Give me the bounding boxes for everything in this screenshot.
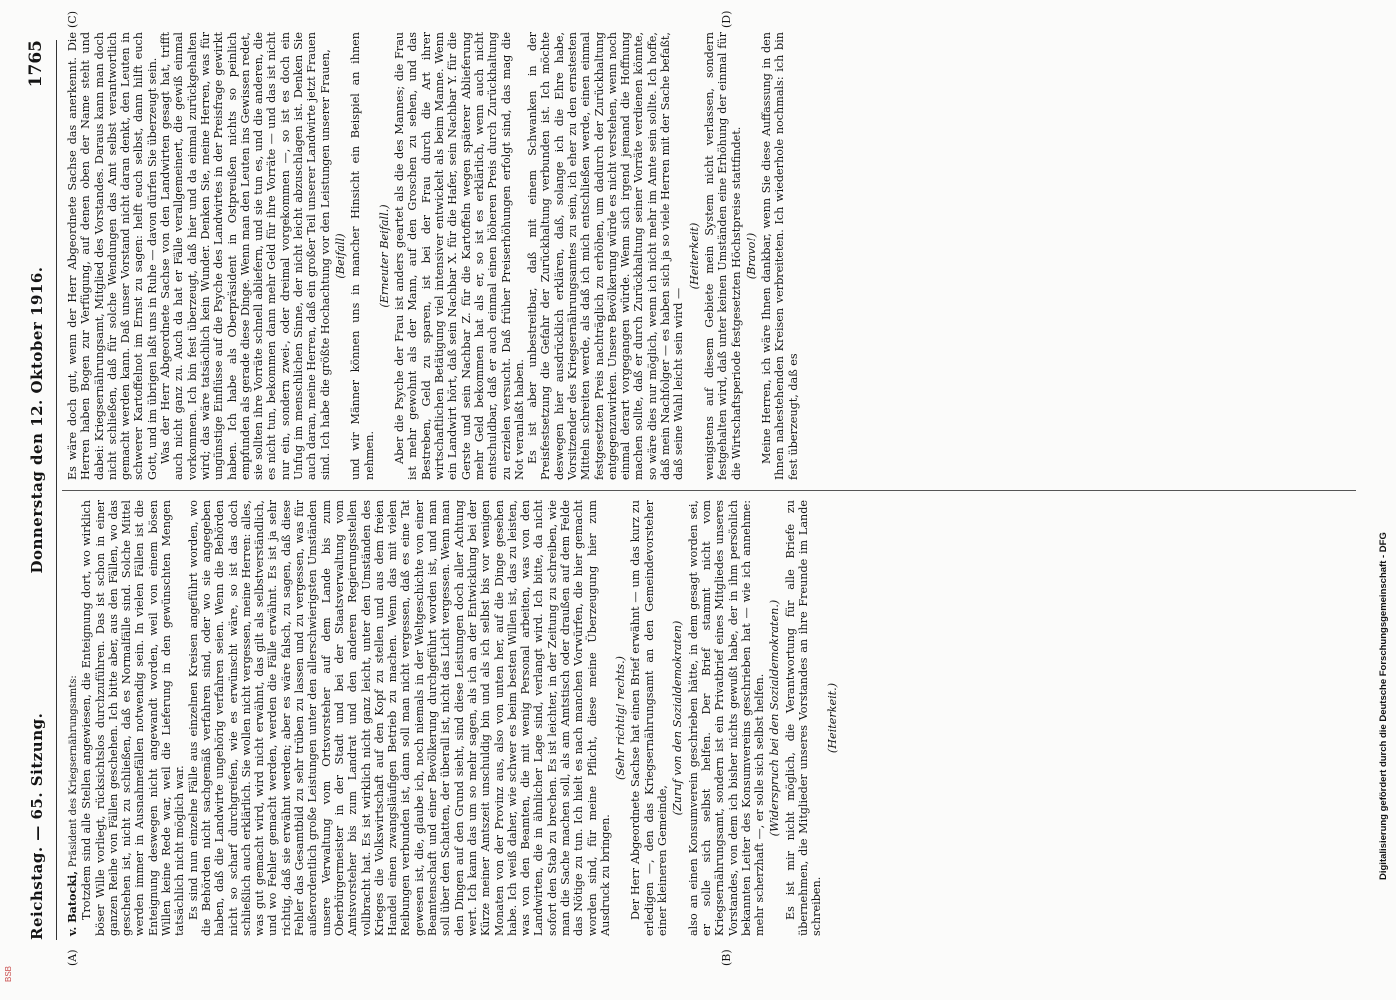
paragraph: Es ist mir nicht möglich, die Verantwortung für alle Briefe zu übernehmen, die Mitglieder unseres Vorstandes an ihre Freunde im Lande schreiben. (783, 500, 824, 936)
header-rule (56, 40, 57, 940)
page-header (24, 40, 52, 940)
interjection: (Beifall) (333, 233, 347, 279)
header-date: Donnerstag den 12. Oktober 1916. (28, 266, 46, 574)
left-column (66, 500, 1358, 936)
paragraph: also an einen Konsumverein geschrieben hätte, in dem gesagt worden sei, er solle sich selbst helfen. Der Brief stammt nicht vom Kriegsernährungsamt, sondern ist ein Privatbrief eines Mitgliedes unseres Vorstandes, von dem ich bisher nichts gewußt habe, der in ihm persönlich bekannten Leiter des Konsumvereins geschrieben hat — wie ich annehme: mehr scherzhaft —, er solle sich selbst helfen. (686, 500, 767, 936)
interjection: (Bravo!) (744, 232, 758, 280)
paragraph: Aber die Psyche der Frau ist anders geartet als die des Mannes; die Frau ist mehr gewohnt als der Mann, auf den Groschen zu sehen, und das Bestreben, Geld zu sparen, ist bei der Frau durch die Art ihrer wirtschaftlichen Betätigung viel intensiver entwickelt als beim Manne. Wenn ein Landwirt hört, daß sein Nachbar X. für die Hafer, sein Nachbar Y. für die Gerste und sein Nachbar Z. für die Kartoffeln wegen späterer Ablieferung mehr Geld bekommen hat als er, so ist es erklärlich, wenn auch nicht entschuldbar, daß er auch einmal einen höheren Preis durch Zurückhaltung zu erzielen versucht. Daß früher Preiserhöhungen erfolgt sind, das mag die Not veranlaßt haben. (393, 32, 526, 480)
right-column (66, 32, 1358, 480)
funding-note: Digitalisierung gefördert durch die Deutsche Forschungsgemeinschaft - DFG (1378, 532, 1389, 880)
interjection: (Sehr richtig! rechts.) (614, 655, 628, 781)
page-number: 1765 (26, 40, 46, 88)
paragraph: Meine Herren, ich wäre Ihnen dankbar, wenn Sie diese Auffassung in den Ihnen nahestehenden Kreisen verbreiteten. Ich wiederhole nochmals: ich bin fest überzeugt, daß es (760, 32, 800, 480)
column-divider (62, 490, 1356, 491)
margin-mark-c: (C) (66, 11, 79, 28)
paragraph: Was der Herr Abgeordnete Sachse von den Landwirten gesagt hat, trifft auch nicht ganz zu. Auch da hat er Fälle verallgemeinert, die gewiß einmal vorkommen. Ich bin fest überzeugt, daß hier und da einmal zurückgehalten wird; das wäre tatsächlich kein Wunder. Denken Sie, meine Herren, was für ungünstige Einflüsse auf die Psyche des Landwirtes in der Preisfrage gewirkt haben. Ich habe als Oberpräsident in Ostpreußen nichts so peinlich empfunden als gerade diese Dinge. Wenn man den Leuten ins Gewissen redet, sie sollten ihre Vorräte schnell abliefern, und sie tun es, und die anderen, die es nicht tun, bekommen dann mehr Geld für ihre Vorräte — und das ist nicht nur ein, sondern zwei-, oder dreimal vorgekommen —, so ist es doch ein Unfug im menschlichen Sinne, der nicht leicht abzuschlagen ist. Denken Sie auch daran, meine Herren, daß ein großer Teil unserer Landwirte jetzt Frauen sind. Ich habe die größte Hochachtung vor den Leistungen unserer Frauen, (159, 32, 332, 480)
margin-mark-a: (A) (66, 949, 79, 966)
paragraph: und wir Männer können uns in mancher Hinsicht ein Beispiel an ihnen nehmen. (349, 32, 376, 480)
speaker-line (66, 500, 80, 936)
speaker-name: v. Batocki, (65, 870, 79, 936)
interjection: (Erneuter Beifall.) (377, 204, 391, 308)
paragraph: Es ist aber unbestreitbar, daß mit einem Schwanken in der Preisfestsetzung die Gefahr der Zurückhaltung verbunden ist. Ich möchte deswegen hier ausdrücklich erklären, daß, solange ich die Ehre habe, Vorsitzender des Kriegsernährungsamtes zu sein, ich eher zu den ernstesten Mitteln schreiten werde, als daß ich mich entschließen werde, einen einmal festgesetzten Preis nachträglich zu erhöhen, um dadurch der Zurückhaltung entgegenzuwirken. Unsere Bevölkerung würde es nicht verstehen, wenn noch einmal derart vorgegangen würde. Wenn sich irgend jemand die Hoffnung machen sollte, daß er durch Zurückhaltung seiner Vorräte verdienen könnte, so wäre dies nur möglich, wenn ich nicht mehr im Amte sein sollte. Ich hoffe, daß mein Nachfolger — es haben sich ja so viele Herren mit der Sache befaßt, daß seine Wahl leicht sein wird — (526, 32, 686, 480)
header-session: Reichstag. — 65. Sitzung. (28, 712, 46, 940)
paragraph: Trotzdem sind alle Stellen angewiesen, die Enteignung dort, wo wirklich böser Wille vorliegt, rücksichtslos durchzuführen. Das ist schon in einer ganzen Reihe von Fällen geschehen. Ich bitte aber, aus den Fällen, wo das geschehen ist, nicht zu schließen, daß es Normalfälle sind. Solche Mittel werden immer in Ausnahmefällen notwendig sein. In vielen Fällen ist die Enteignung deswegen nicht angewandt worden, weil von einem bösen Willen keine Rede war, weil die Lieferung in den gewünschten Mengen tatsächlich nicht möglich war. (80, 500, 187, 936)
paragraph: Der Herr Abgeordnete Sachse hat einen Brief erwähnt — um das kurz zu erledigen —, den das Kriegsernährungsamt an den Gemeindevorsteher einer kleineren Gemeinde, (629, 500, 670, 936)
margin-mark-d: (D) (720, 10, 733, 28)
paragraph: Es sind nun einzelne Fälle aus einzelnen Kreisen angeführt worden, wo die Behörden nicht sachgemäß verfahren sind, oder wo sie angegeben haben, daß die Landwirte ungehörig verfahren seien. Wenn die Behörden nicht so scharf durchgreifen, wie es erwünscht wäre, so ist das doch schließlich auch erklärlich. Sie wollen nicht vergessen, meine Herren: alles, was gut gemacht wird, wird nicht erwähnt, das gilt als selbstverständlich, und wo Fehler gemacht werden, werden die Fälle erwähnt. Es ist ja sehr richtig, daß sie erwähnt werden; aber es wäre falsch, zu sagen, daß diese Fehler das Gesamtbild zu sehr trüben zu lassen und zu vergessen, was für außerordentlich große Leistungen unter den allerschwierigsten Umständen unsere Verwaltung vom Ortsvorsteher auf dem Lande bis zum Oberbürgermeister in der Stadt und bei der Staatsverwaltung vom Amtsvorsteher bis zum Landrat und den anderen Regierungsstellen vollbracht hat. Es ist wirklich nicht ganz leicht, unter den Umständen des Krieges die Volkswirtschaft auf den Kopf zu stellen und aus dem freien Handel einen zwangsläufigen Betrieb zu machen. Wenn das mit vielen Reibungen verbunden ist, dann soll man nicht vergessen, daß es eine Tat gewesen ist, die, glaube ich, noch niemals in der Weltgeschichte von einer Beamtenschaft und einer Bevölkerung durchgeführt worden ist, und man soll über den Schatten, der überall ist, nicht das Licht vergessen. Wenn man den Dingen auf den Grund sieht, sind diese Leistungen doch aller Achtung wert. Ich kann das um so mehr sagen, als ich an der Entwicklung bei der Kürze meiner Amtszeit unschuldig bin und als ich selbst bis vor wenigen Monaten von der Provinz aus, also von unten her, auf die Dinge gesehen habe. Ich weiß daher, wie schwer es beim besten Willen ist, das zu leisten, was von den Beamten, die mit wenig Personal arbeiten, was von den Landwirten, die in ähnlicher Lage sind, verlangt wird. Ich bitte, da nicht sofort den Stab zu brechen. Es ist leichter, in der Zeitung zu schreiben, wie man die Sache machen soll, als am Amtstisch oder draußen auf dem Felde das Nötige zu tun. Ich hielt es nach manchen Vorwürfen, die hier gemacht worden sind, für meine Pflicht, diese meine Überzeugung hier zum Ausdruck zu bringen. (186, 500, 612, 936)
interjection: (Widerspruch bei den Sozialdemokraten.) (768, 599, 782, 837)
interjection: (Heiterkeit.) (825, 682, 839, 754)
paragraph: Es wäre doch gut, wenn der Herr Abgeordnete Sachse das anerkennt. Die Herren haben Bogen zur Verfügung, auf denen oben der Name steht und dabei: Kriegsernährungsamt, Mitglied des Vorstandes. Daraus kann man doch nicht schließen, daß für solche Wendungen das Amt selbst verantwortlich gemacht werden kann. Daß unser Vorstand nicht daran denkt, den Leuten in schwerer Kartoffelnot im Ernst zu sagen: helft euch selbst, dann hilft euch Gott, und im übrigen laßt uns in Ruhe — davon dürfen Sie überzeugt sein. (66, 32, 159, 480)
speaker-role: Präsident des Kriegsernährungsamts: (68, 675, 79, 868)
paragraph: wenigstens auf diesem Gebiete mein System nicht verlassen, sondern festgehalten wird, daß unter keinen Umständen eine Erhöhung der einmal für die Wirtschaftsperiode festgesetzten Höchstpreise stattfindet. (702, 32, 743, 480)
margin-mark-b: (B) (720, 949, 733, 966)
interjection: (Zuruf von den Sozialdemokraten) (671, 620, 685, 816)
interjection: (Heiterkeit) (687, 222, 701, 290)
library-mark: BSB (4, 966, 13, 983)
